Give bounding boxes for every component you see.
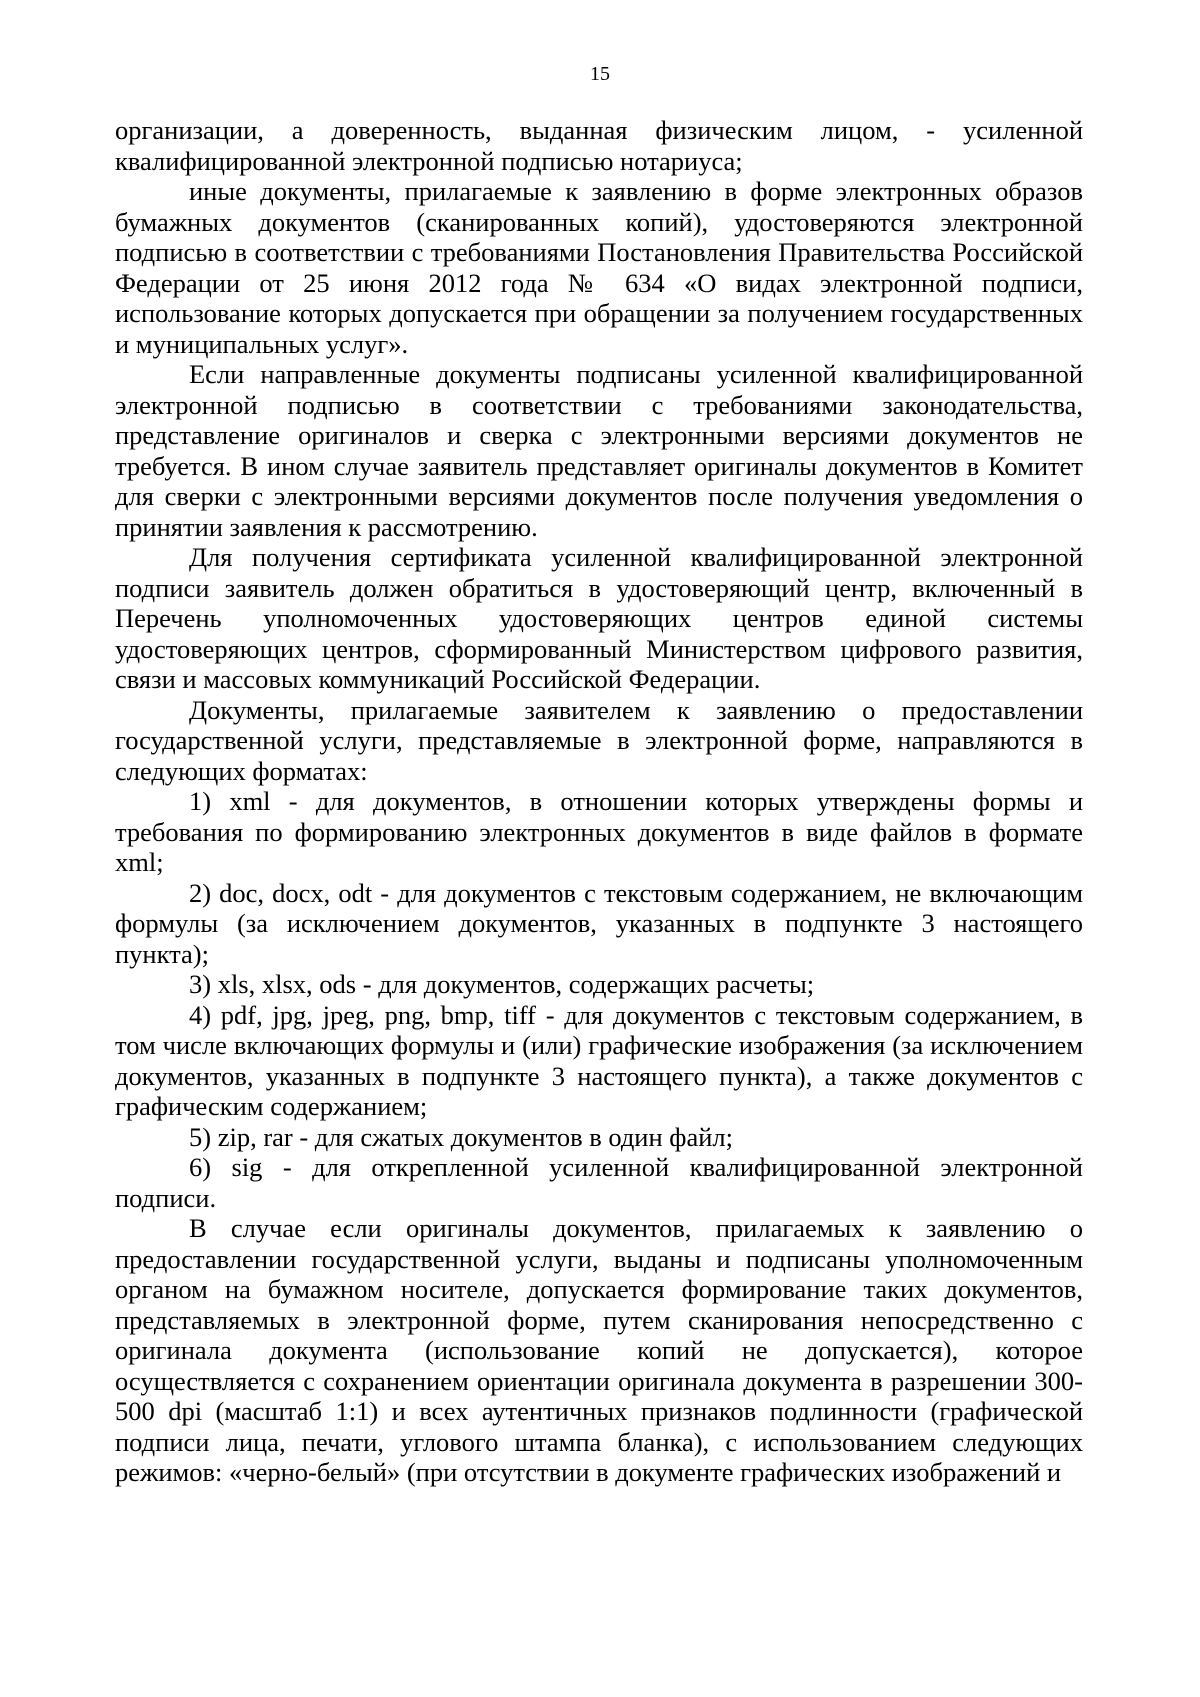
paragraph-formats-intro: Документы, прилагаемые заявителем к заявлению о предоставлении государственной услуги, представляемые в электронной форме, направляются в следующих форматах: <box>115 694 1083 786</box>
list-item-xml: 1) xml - для документов, в отношении которых утверждены формы и требования по формированию электронных документов в виде файлов в формате xml; <box>115 786 1083 877</box>
list-item-pdf: 4) pdf, jpg, jpeg, png, bmp, tiff - для документов с текстовым содержанием, в том числе включающих формулы и (или) графические изображения (за исключением документов, указанных в подпункте 3 настоящего пункта), а также документов с графическим содержанием; <box>115 999 1083 1121</box>
paragraph-certificate: Для получения сертификата усиленной квалифицированной электронной подписи заявитель должен обратиться в удостоверяющий центр, включенный в Перечень уполномоченных удостоверяющих центров единой системы удостоверяющих центров, сформированный Министерством цифрового развития, связи и массовых коммуникаций Российской Федерации. <box>115 542 1083 694</box>
paragraph-scanned-copies: иные документы, прилагаемые к заявлению в форме электронных образов бумажных документов (сканированных копий), удостоверяются электронной подписью в соответствии с требованиями Постановления Правительства Российской Федерации от 25 июня 2012 года № 634 «О видах электронной подписи, использование которых допускается при обращении за получением государственных и муниципальных услуг». <box>115 176 1083 359</box>
paragraph-scanning-rules: В случае если оригиналы документов, прилагаемых к заявлению о предоставлении государственной услуги, выданы и подписаны уполномоченным органом на бумажном носителе, допускается формирование таких документов, представляемых в электронной форме, путем сканирования непосредственно с оригинала документа (использование копий не допускается), которое осуществляется с сохранением ориентации оригинала документа в разрешении 300-500 dpi (масштаб 1:1) и всех аутентичных признаков подлинности (графической подписи лица, печати, углового штампа бланка), с использованием следующих режимов: «черно-белый» (при отсутствии в документе графических изображений и <box>115 1213 1083 1487</box>
list-item-sig: 6) sig - для открепленной усиленной квалифицированной электронной подписи. <box>115 1152 1083 1213</box>
paragraph-signed-documents: Если направленные документы подписаны усиленной квалифицированной электронной подписью в соответствии с требованиями законодательства, представление оригиналов и сверка с электронными версиями документов не требуется. В ином случае заявитель представляет оригиналы документов в Комитет для сверки с электронными версиями документов после получения уведомления о принятии заявления к рассмотрению. <box>115 359 1083 542</box>
list-item-xls: 3) xls, xlsx, ods - для документов, содержащих расчеты; <box>189 969 815 999</box>
paragraph-continuation: организации, а доверенность, выданная физическим лицом, - усиленной квалифицированной электронной подписью нотариуса; <box>115 115 1083 176</box>
list-item-doc: 2) doc, docx, odt - для документов с текстовым содержанием, не включающим формулы (за исключением документов, указанных в подпункте 3 настоящего пункта); <box>115 877 1083 969</box>
document-body <box>115 115 1083 1488</box>
list-item-zip: 5) zip, rar - для сжатых документов в один файл; <box>189 1121 734 1152</box>
page-number: 15 <box>590 63 610 85</box>
